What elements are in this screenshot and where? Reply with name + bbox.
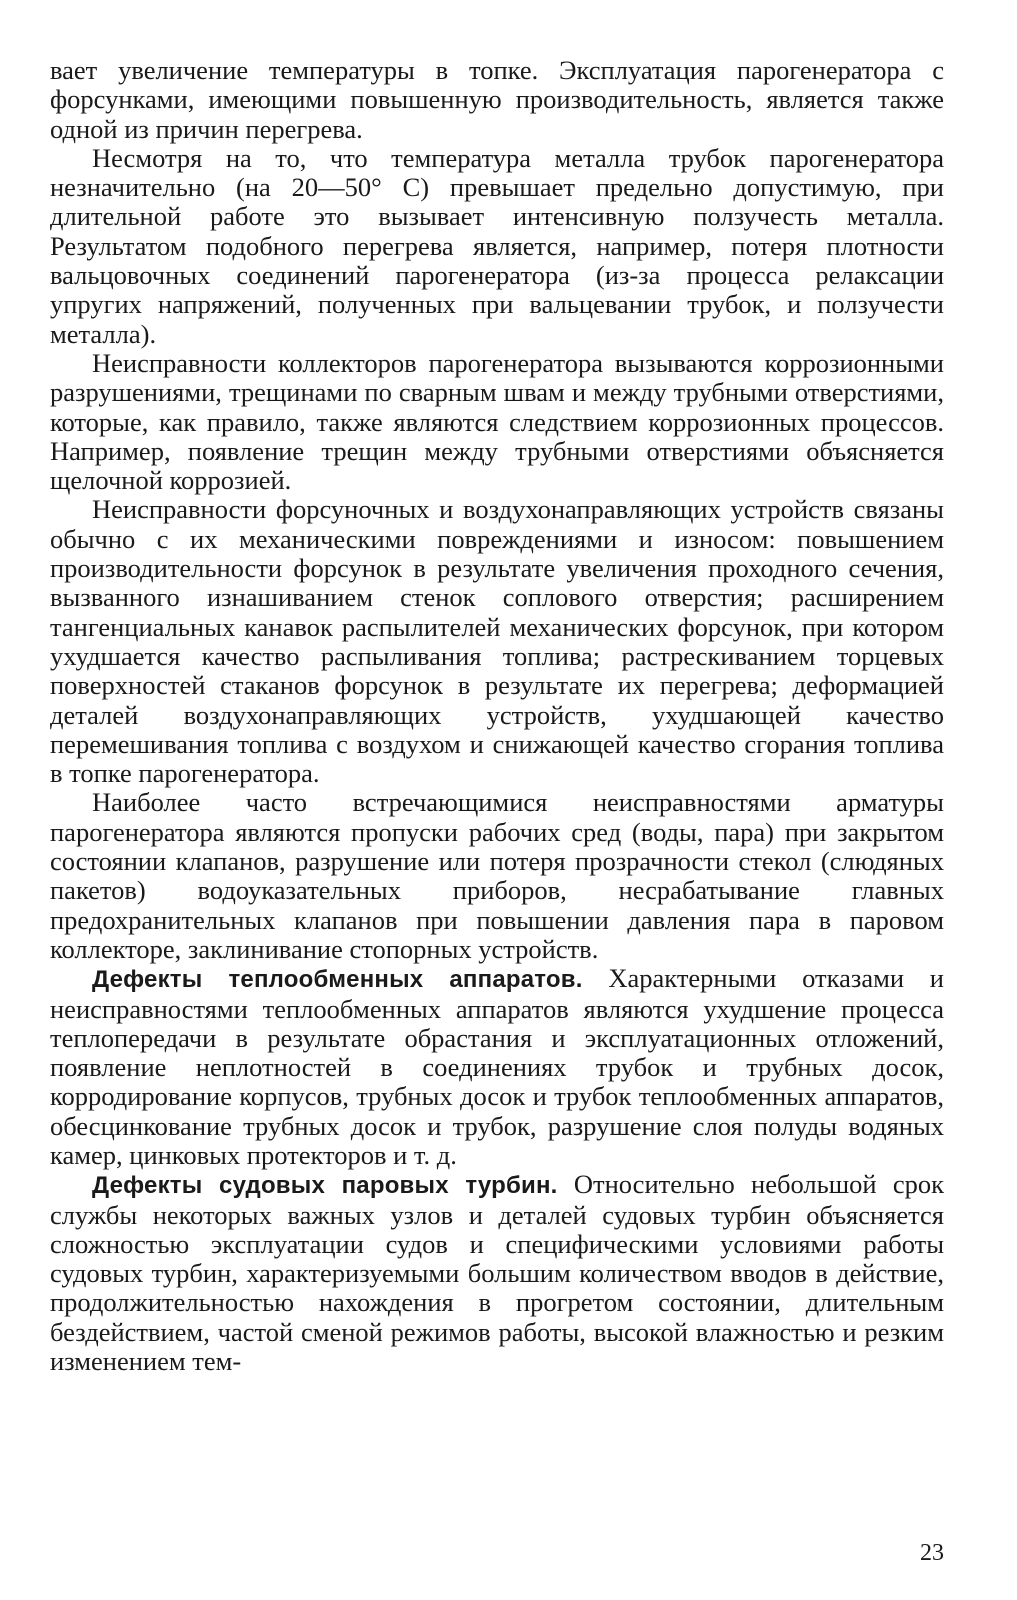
paragraph-2-text: Несмотря на то, что температура металла трубок парогенератора незначительно (на 20—50° С) превышает предельно допустимую, при длительной работе это вызывает интенсивную ползучесть металла. Результатом подобного перегрева является, например, потеря плотности вальцовочных соединений парогенератора (из-за процесса релаксации упругих напряжений, полученных при вальцевании трубок, и ползучести металла). bbox=[50, 142, 944, 349]
paragraph-4 bbox=[50, 495, 944, 788]
paragraph-4-text: Неисправности форсуночных и воздухонаправляющих устройств связаны обычно с их механическими повреждениями и износом: повышением производительности форсунок в результате увеличения проходного сечения, вызванного изнашиванием стенок соплового отверстия; расширением тангенциальных канавок распылителей механических форсунок, при котором ухудшается качество распыливания топлива; растрескиванием торцевых поверхностей стаканов форсунок в результате их перегрева; деформацией деталей воздухонаправляющих устройств, ухудшающей качество перемешивания топлива с воздухом и снижающей качество сгорания топлива в топке парогенератора. bbox=[50, 494, 944, 789]
section-heading-heat-exchangers: Дефекты теплообменных аппаратов. bbox=[92, 966, 583, 994]
paragraph-3-text: Неисправности коллекторов парогенератора вызываются коррозионными разрушениями, трещинами по сварным швам и между трубными отверстиями, которые, как правило, также являются следствием коррозионных процессов. Например, появление трещин между трубными отверстиями объясняется щелочной коррозией. bbox=[50, 347, 944, 496]
paragraph-1 bbox=[50, 56, 944, 144]
paragraph-3 bbox=[50, 349, 944, 495]
paragraph-5 bbox=[50, 788, 944, 964]
section-heading-steam-turbines: Дефекты судовых паровых турбин. bbox=[92, 1172, 558, 1200]
paragraph-1-text: вает увеличение температуры в топке. Эксплуатация парогенератора с форсунками, имеющими повышенную производительность, является также одной из причин перегрева. bbox=[50, 55, 944, 144]
paragraph-7 bbox=[50, 1170, 944, 1376]
paragraph-2 bbox=[50, 144, 944, 349]
page-body bbox=[50, 56, 944, 1376]
page-number: 23 bbox=[920, 1540, 944, 1566]
paragraph-5-text: Наиболее часто встречающимися неисправностями арматуры парогенератора являются пропуски рабочих сред (воды, пара) при закрытом состоянии клапанов, разрушение или потеря прозрачности стекол (слюдяных пакетов) водоуказательных приборов, несрабатывание главных предохранительных клапанов при повышении давления пара в паровом коллекторе, заклинивание стопорных устройств. bbox=[50, 787, 944, 964]
paragraph-6 bbox=[50, 964, 944, 1170]
paragraph-6-text: Характерными отказами и неисправностями теплообменных аппаратов являются ухудшение процесса теплопередачи в результате обрастания и эксплуатационных отложений, появление неплотностей в соединениях трубок и трубных досок, корродирование корпусов, трубных досок и трубок теплообменных аппаратов, обесцинкование трубных досок и трубок, разрушение слоя полуды водяных камер, цинковых протекторов и т. д. bbox=[50, 963, 944, 1170]
paragraph-7-text: Относительно небольшой срок службы некоторых важных узлов и деталей судовых турбин объясняется сложностью эксплуатации судов и специфическими условиями работы судовых турбин, характеризуемыми большим количеством вводов в действие, продолжительностью нахождения в прогретом состоянии, длительным бездействием, частой сменой режимов работы, высокой влажностью и резким изменением тем- bbox=[50, 1169, 945, 1377]
